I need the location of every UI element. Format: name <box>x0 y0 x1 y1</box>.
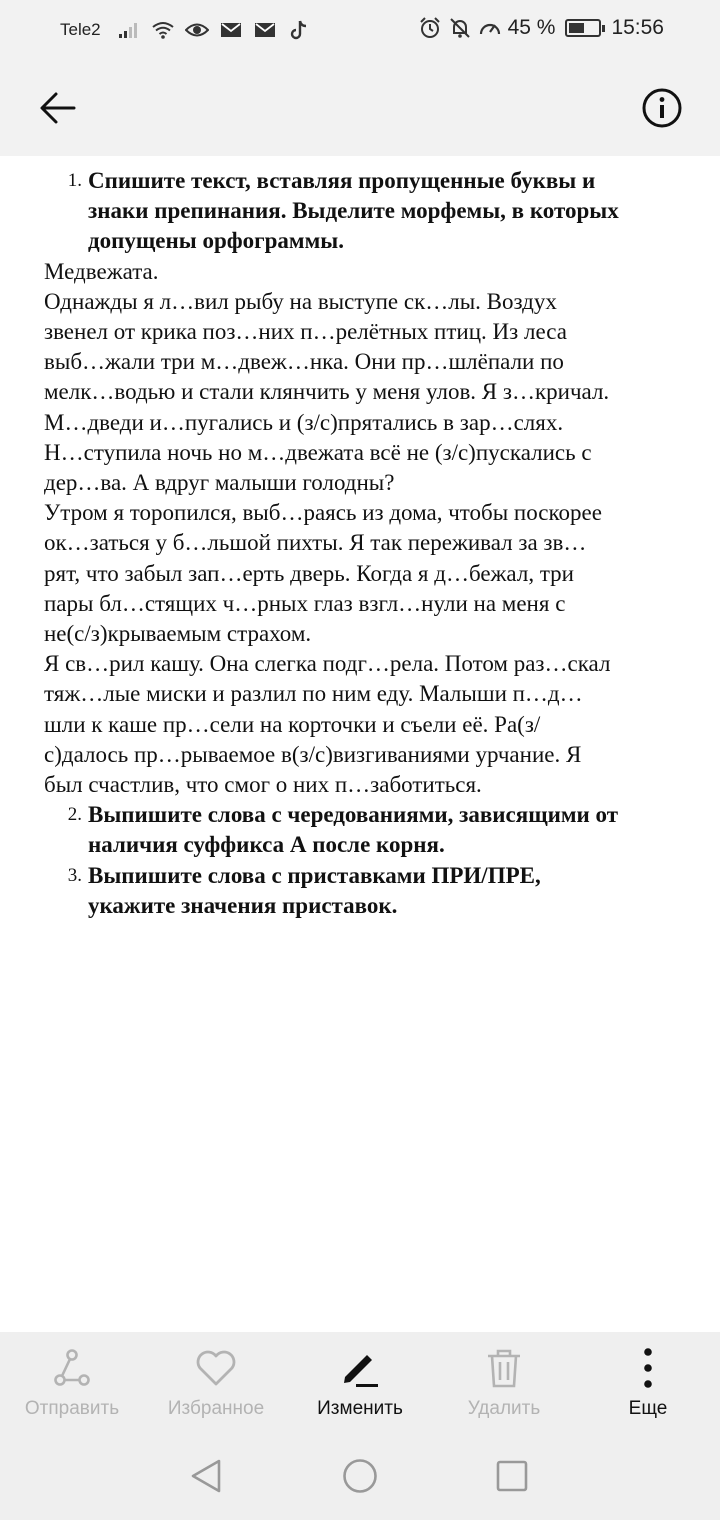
edit-label: Изменить <box>317 1398 403 1419</box>
task-line: Выпишите слова с чередованиями, зависящими от <box>88 802 619 828</box>
body-line: рят, что забыл зап…ерть дверь. Когда я д…бежал, три <box>44 560 574 586</box>
task-1 <box>44 166 684 257</box>
mail-icon <box>219 18 243 42</box>
nav-back-button[interactable] <box>186 1456 226 1496</box>
body-line: пары бл…стящих ч…рных глаз взгл…нули на меня с <box>44 590 566 616</box>
task-number: 2. <box>67 804 82 826</box>
body-line: с)далось пр…рываемое в(з/с)визгиваниями урчание. Я <box>44 741 582 767</box>
recents-square-icon <box>495 1459 529 1493</box>
body-line: мелк…водью и стали клянчить у меня улов. Я з…кричал. <box>44 379 610 405</box>
wifi-icon <box>151 18 175 42</box>
body-line: звенел от крика поз…них п…релётных птиц. Из леса <box>44 319 567 345</box>
share-button[interactable] <box>0 1346 144 1420</box>
favorite-label: Избранное <box>167 1398 265 1419</box>
body-line: шли к каше пр…сели на корточки и съели её. Ра(з/ <box>44 711 541 737</box>
nav-recents-button[interactable] <box>492 1456 532 1496</box>
body-line: ок…заться у б…льшой пихты. Я так переживал за зв… <box>44 530 587 556</box>
battery-percent: 45 % <box>507 16 556 39</box>
battery-icon <box>565 19 601 37</box>
edit-icon <box>338 1346 382 1390</box>
task-3 <box>44 861 684 921</box>
carrier-label: Tele2 <box>60 20 101 39</box>
body-line: тяж…лые миски и разлил по ним еду. Малыши п…д… <box>44 681 583 707</box>
clock: 15:56 <box>611 16 664 39</box>
bottom-action-bar <box>0 1332 720 1432</box>
bell-off-icon <box>448 16 472 40</box>
body-line: выб…жали три м…двеж…нка. Они пр…шлёпали по <box>44 349 564 375</box>
more-button[interactable] <box>576 1346 720 1420</box>
task-text <box>88 800 684 860</box>
more-label: Еще <box>628 1398 668 1419</box>
system-nav-bar <box>0 1432 720 1520</box>
edit-button[interactable] <box>288 1346 432 1420</box>
eye-icon <box>185 18 209 42</box>
task-line: Выпишите слова с приставками ПРИ/ПРЕ, <box>88 862 541 888</box>
task-line: укажите значения приставок. <box>88 892 398 918</box>
delete-button[interactable] <box>432 1346 576 1420</box>
speed-icon <box>478 16 502 40</box>
nav-home-button[interactable] <box>340 1456 380 1496</box>
app-bar <box>0 62 720 156</box>
share-label: Отправить <box>24 1398 120 1419</box>
task-text <box>88 166 684 257</box>
arrow-left-icon <box>38 88 78 128</box>
body-line: Н…ступила ночь но м…двежата всё не (з/с)пускались с <box>44 439 592 465</box>
task-line: Спишите текст, вставляя пропущенные буквы и <box>88 168 596 193</box>
task-line: допущены орфограммы. <box>88 228 344 254</box>
info-icon <box>641 87 683 129</box>
body-line: Утром я торопился, выб…раясь из дома, чтобы поскорее <box>44 500 602 526</box>
home-circle-icon <box>342 1458 378 1494</box>
exercise-title: Медвежата. <box>44 258 159 284</box>
status-bar <box>0 0 720 62</box>
body-line: Я св…рил кашу. Она слегка подг…рела. Потом раз…скал <box>44 651 611 677</box>
info-button[interactable] <box>638 84 686 132</box>
task-line: наличия суффикса А после корня. <box>88 832 445 858</box>
task-number: 1. <box>67 170 82 191</box>
exercise-body <box>44 257 684 801</box>
signal-icon <box>117 18 141 42</box>
body-line: Однажды я л…вил рыбу на выступе ск…лы. Воздух <box>44 288 557 314</box>
heart-icon <box>194 1346 238 1390</box>
body-line: не(с/з)крываемым страхом. <box>44 621 312 647</box>
body-line: был счастлив, что смог о них п…заботиться. <box>44 772 482 798</box>
delete-label: Удалить <box>467 1398 541 1419</box>
mail-icon <box>253 18 277 42</box>
status-left <box>60 18 311 42</box>
more-icon <box>626 1346 670 1390</box>
alarm-icon <box>418 16 442 40</box>
document-photo <box>0 156 720 1332</box>
favorite-button[interactable] <box>144 1346 288 1420</box>
task-2 <box>44 800 684 860</box>
task-line: знаки препинания. Выделите морфемы, в которых <box>88 198 619 224</box>
battery-level <box>569 23 583 33</box>
document-text <box>44 166 684 921</box>
share-icon <box>50 1346 94 1390</box>
tiktok-icon <box>287 18 311 42</box>
back-button[interactable] <box>34 84 82 132</box>
task-text <box>88 861 684 921</box>
task-number: 3. <box>67 864 82 886</box>
trash-icon <box>482 1346 526 1390</box>
body-line: М…дведи и…пугались и (з/с)прятались в зар…слях. <box>44 409 564 435</box>
status-right <box>418 16 664 40</box>
back-triangle-icon <box>189 1458 223 1494</box>
body-line: дер…ва. А вдруг малыши голодны? <box>44 470 395 496</box>
